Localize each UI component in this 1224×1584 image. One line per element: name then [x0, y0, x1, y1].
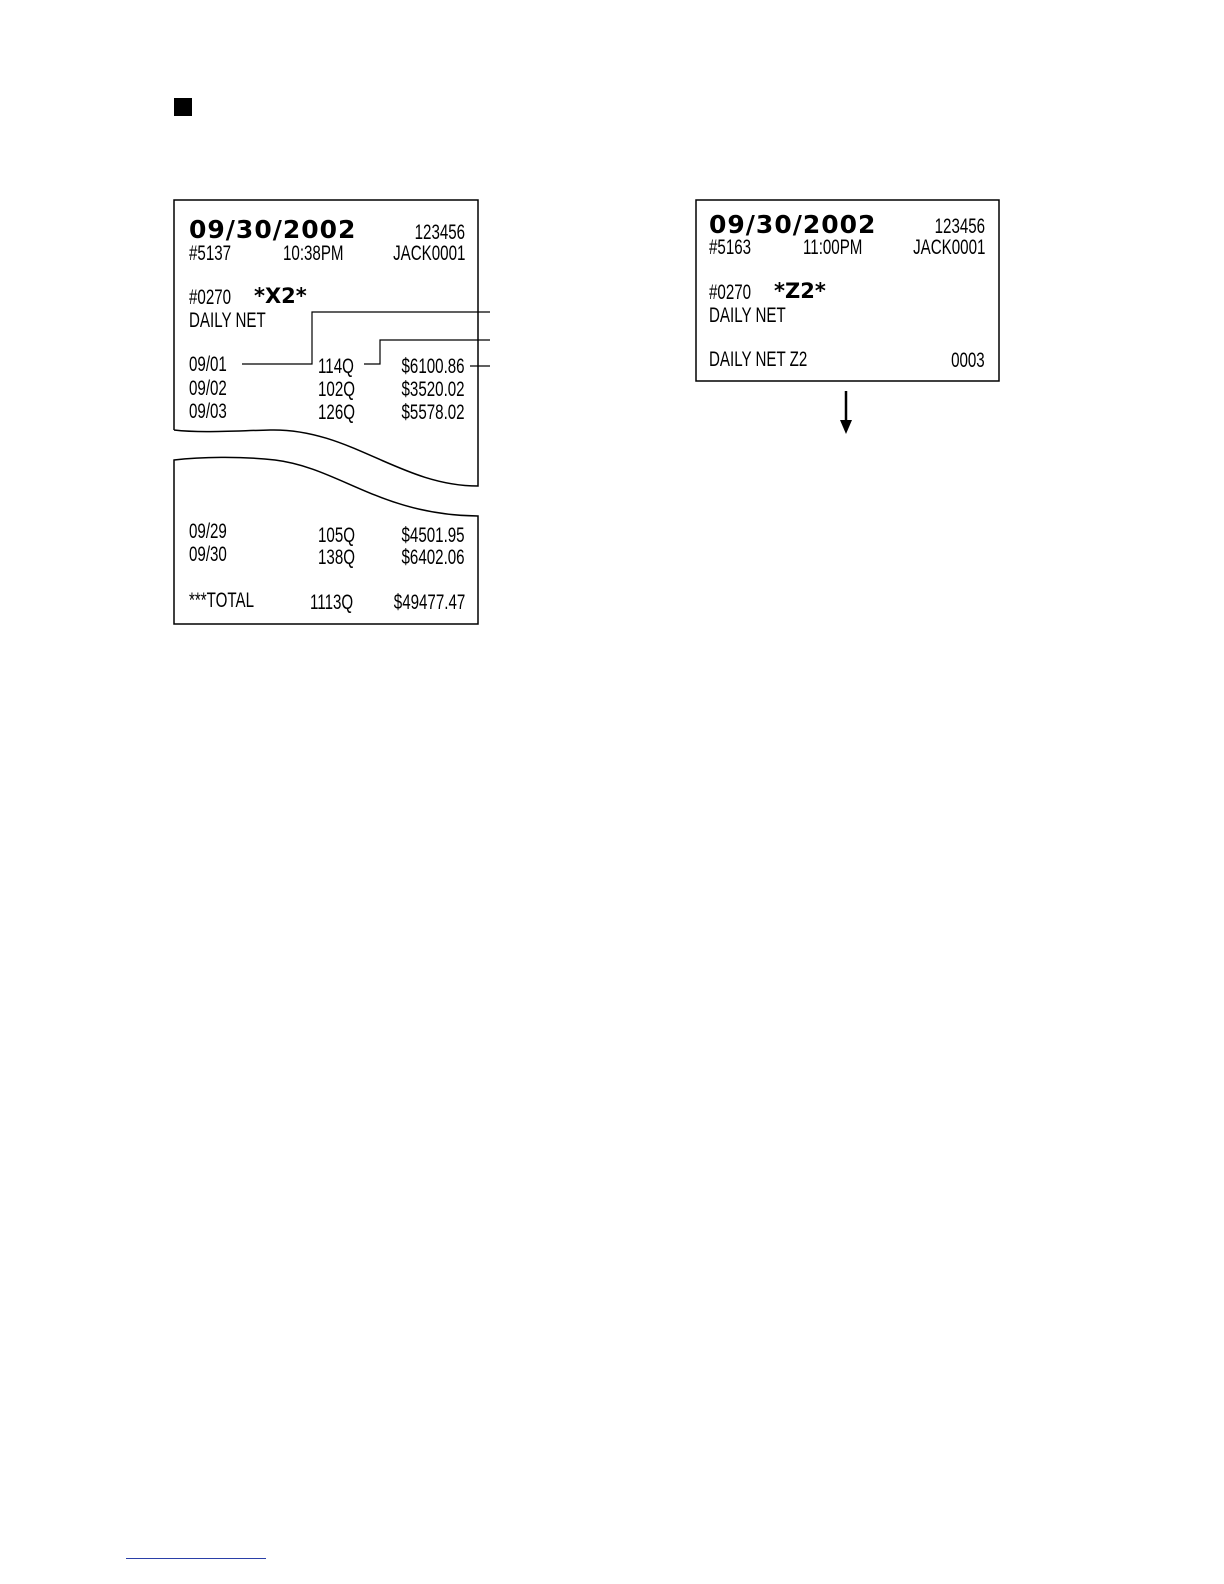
table-row-qty: 126Q	[318, 401, 355, 424]
x-report-code: #0270	[189, 286, 232, 309]
z-clerk: JACK0001	[912, 236, 985, 259]
footnote-rule	[126, 1558, 266, 1559]
total-amount: $49477.47	[393, 591, 465, 614]
x-clerk: JACK0001	[392, 242, 465, 265]
z-consecutive-no: #5163	[709, 236, 752, 259]
x-consecutive-no: #5137	[189, 242, 232, 265]
z-report-name: DAILY NET	[709, 304, 786, 327]
x-register-no: 123456	[414, 221, 465, 244]
table-row-qty: 102Q	[318, 378, 355, 401]
z-report-date: 09/30/2002	[709, 210, 877, 239]
table-row-date: 09/29	[189, 520, 227, 543]
table-row-qty: 105Q	[318, 524, 355, 547]
z-time: 11:00PM	[803, 236, 863, 259]
z-report-mark: *Z2*	[774, 279, 826, 303]
table-row-date: 09/30	[189, 543, 227, 566]
x-time: 10:38PM	[283, 242, 344, 265]
table-row-qty: 114Q	[318, 355, 354, 378]
continue-arrow-icon	[840, 391, 852, 434]
z-report-code: #0270	[709, 281, 752, 304]
x-report-date: 09/30/2002	[189, 215, 357, 244]
table-row-amount: $4501.95	[401, 524, 465, 547]
total-label: ***TOTAL	[189, 589, 254, 612]
z-reset-label: DAILY NET Z2	[709, 348, 808, 371]
table-row-amount: $6402.06	[401, 546, 465, 569]
table-row-date: 09/01	[189, 353, 227, 376]
table-row-amount: $6100.86	[401, 355, 465, 378]
x-report-mark: *X2*	[254, 284, 307, 308]
x-report-name: DAILY NET	[189, 309, 266, 332]
table-row-amount: $3520.02	[401, 378, 465, 401]
table-row-amount: $5578.02	[401, 401, 465, 424]
table-row-date: 09/03	[189, 400, 227, 423]
total-qty: 1113Q	[310, 591, 354, 614]
table-row-date: 09/02	[189, 377, 227, 400]
table-row-qty: 138Q	[318, 546, 355, 569]
z-reset-count: 0003	[951, 349, 985, 372]
z-register-no: 123456	[934, 215, 985, 238]
